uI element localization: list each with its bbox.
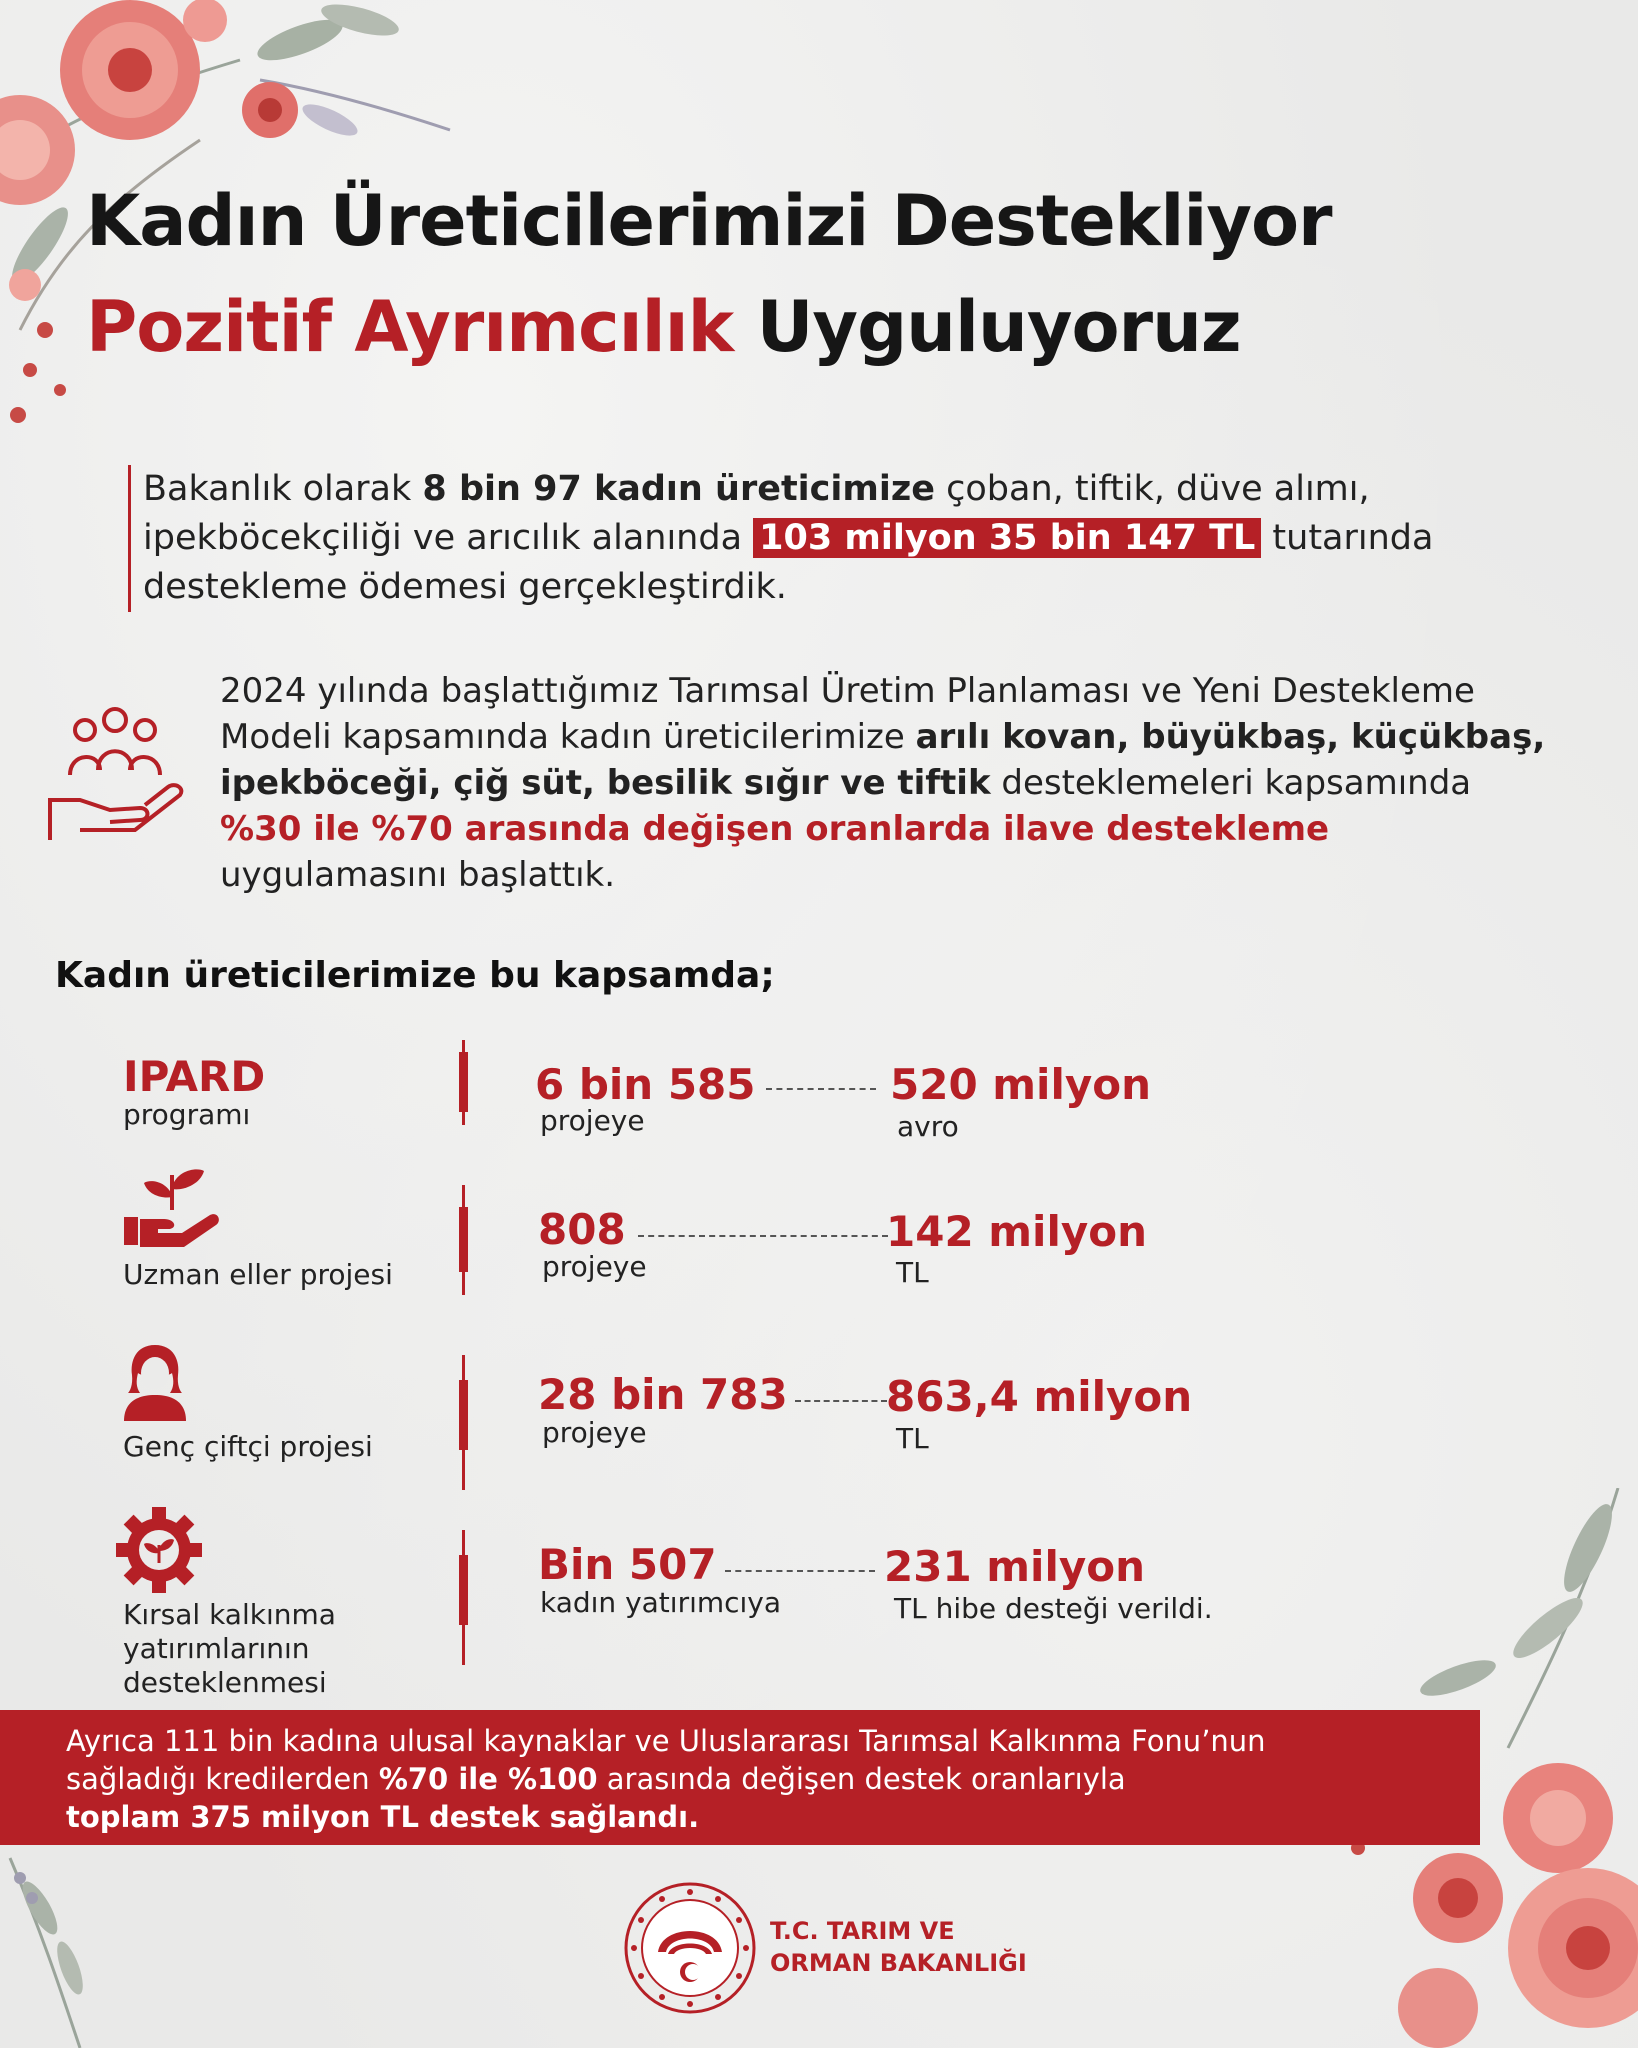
row-4-divider xyxy=(462,1530,465,1665)
ipard-title: IPARD xyxy=(123,1052,266,1101)
row-4-amount-unit: TL hibe desteği verildi. xyxy=(894,1592,1213,1625)
ministry-name-line-2: ORMAN BAKANLIĞI xyxy=(770,1949,1027,1977)
row-1-connector xyxy=(766,1088,876,1090)
row-4-amount: 231 milyon xyxy=(884,1542,1145,1591)
banner-line-2 xyxy=(66,1760,1480,1798)
banner-line-2-c: arasında değişen destek oranlarıyla xyxy=(597,1762,1126,1796)
row-4-connector xyxy=(725,1570,875,1572)
row-2-amount: 142 milyon xyxy=(886,1207,1147,1256)
para2-bold-1: arılı kovan, büyükbaş, küçükbaş, ipekböceği, çiğ süt, besilik sığır ve tiftik xyxy=(220,717,1546,803)
row-2-divider xyxy=(462,1185,465,1295)
row-1-count: 6 bin 585 xyxy=(535,1060,756,1109)
intro-text-1: Bakanlık olarak xyxy=(143,469,423,509)
scope-heading: Kadın üreticilerimize bu kapsamda; xyxy=(55,955,775,996)
summary-banner xyxy=(0,1710,1480,1845)
para2-red-highlight: %30 ile %70 arasında değişen oranlarda ilave destekleme xyxy=(220,809,1330,849)
row-4-label xyxy=(123,1598,336,1700)
row-3-divider xyxy=(462,1355,465,1490)
row-3-amount: 863,4 milyon xyxy=(886,1372,1193,1421)
row-3-amount-unit: TL xyxy=(896,1422,929,1455)
row-4-label-line-1: Kırsal kalkınma xyxy=(123,1598,336,1631)
intro-text-2: çoban, tiftik, düve alımı, ipekböcekçiliği ve arıcılık alanında xyxy=(143,469,1370,558)
subtitle-highlight: Pozitif Ayrımcılık xyxy=(86,286,734,368)
row-2-amount-unit: TL xyxy=(896,1256,929,1289)
row-4-count-unit: kadın yatırımcıya xyxy=(540,1586,782,1619)
row-3-count: 28 bin 783 xyxy=(538,1370,788,1419)
para2-text-3: uygulamasını başlattık. xyxy=(220,855,616,895)
ministry-name xyxy=(770,1915,1027,1979)
row-1-count-unit: projeye xyxy=(540,1104,645,1137)
row-3-label: Genç çiftçi projesi xyxy=(123,1430,373,1463)
row-4-label-line-3: desteklenmesi xyxy=(123,1666,327,1699)
intro-text-3: tutarında destekleme ödemesi gerçekleştirdik. xyxy=(143,518,1434,607)
banner-line-2-a: sağladığı kredilerden xyxy=(66,1762,379,1796)
row-4-count: Bin 507 xyxy=(538,1540,717,1589)
row-2-count-unit: projeye xyxy=(542,1250,647,1283)
row-2-count: 808 xyxy=(538,1205,626,1254)
para2-text-2: desteklemeleri kapsamında xyxy=(990,763,1472,803)
page-title: Kadın Üreticilerimizi Destekliyor xyxy=(86,180,1332,262)
banner-line-3-bold: toplam 375 milyon TL destek sağlandı. xyxy=(66,1800,700,1834)
ministry-name-line-1: T.C. TARIM VE xyxy=(770,1917,955,1945)
row-1-amount-unit: avro xyxy=(897,1110,959,1143)
people-in-hand-icon xyxy=(40,700,190,850)
ipard-subtitle: programı xyxy=(123,1098,251,1131)
intro-bold-1: 8 bin 97 kadın üreticimize xyxy=(422,469,935,509)
support-model-paragraph xyxy=(220,668,1560,898)
plant-hand-icon xyxy=(122,1165,222,1255)
gear-leaf-icon xyxy=(114,1505,204,1595)
woman-icon xyxy=(122,1343,188,1421)
row-4-label-line-2: yatırımlarının xyxy=(123,1632,310,1665)
row-1-amount: 520 milyon xyxy=(890,1060,1151,1109)
row-2-connector xyxy=(638,1235,888,1237)
banner-line-3 xyxy=(66,1798,1480,1836)
row-1-divider xyxy=(462,1040,465,1125)
row-2-label: Uzman eller projesi xyxy=(123,1258,393,1291)
subtitle-rest: Uyguluyoruz xyxy=(756,286,1241,368)
banner-line-2-bold: %70 ile %100 xyxy=(378,1762,598,1796)
intro-paragraph xyxy=(128,465,1523,612)
row-3-connector xyxy=(795,1400,887,1402)
intro-amount-highlight: 103 milyon 35 bin 147 TL xyxy=(753,518,1261,558)
page-subtitle xyxy=(86,286,1241,368)
ministry-logo xyxy=(622,1880,758,2016)
row-ipard-label xyxy=(123,1052,266,1132)
row-3-count-unit: projeye xyxy=(542,1416,647,1449)
banner-line-1: Ayrıca 111 bin kadına ulusal kaynaklar ve Uluslararası Tarımsal Kalkınma Fonu’nun xyxy=(66,1724,1266,1758)
para2-text-1: 2024 yılında başlattığımız Tarımsal Üretim Planlaması ve Yeni Destekleme Modeli kapsamında kadın üreticilerimize xyxy=(220,671,1475,757)
